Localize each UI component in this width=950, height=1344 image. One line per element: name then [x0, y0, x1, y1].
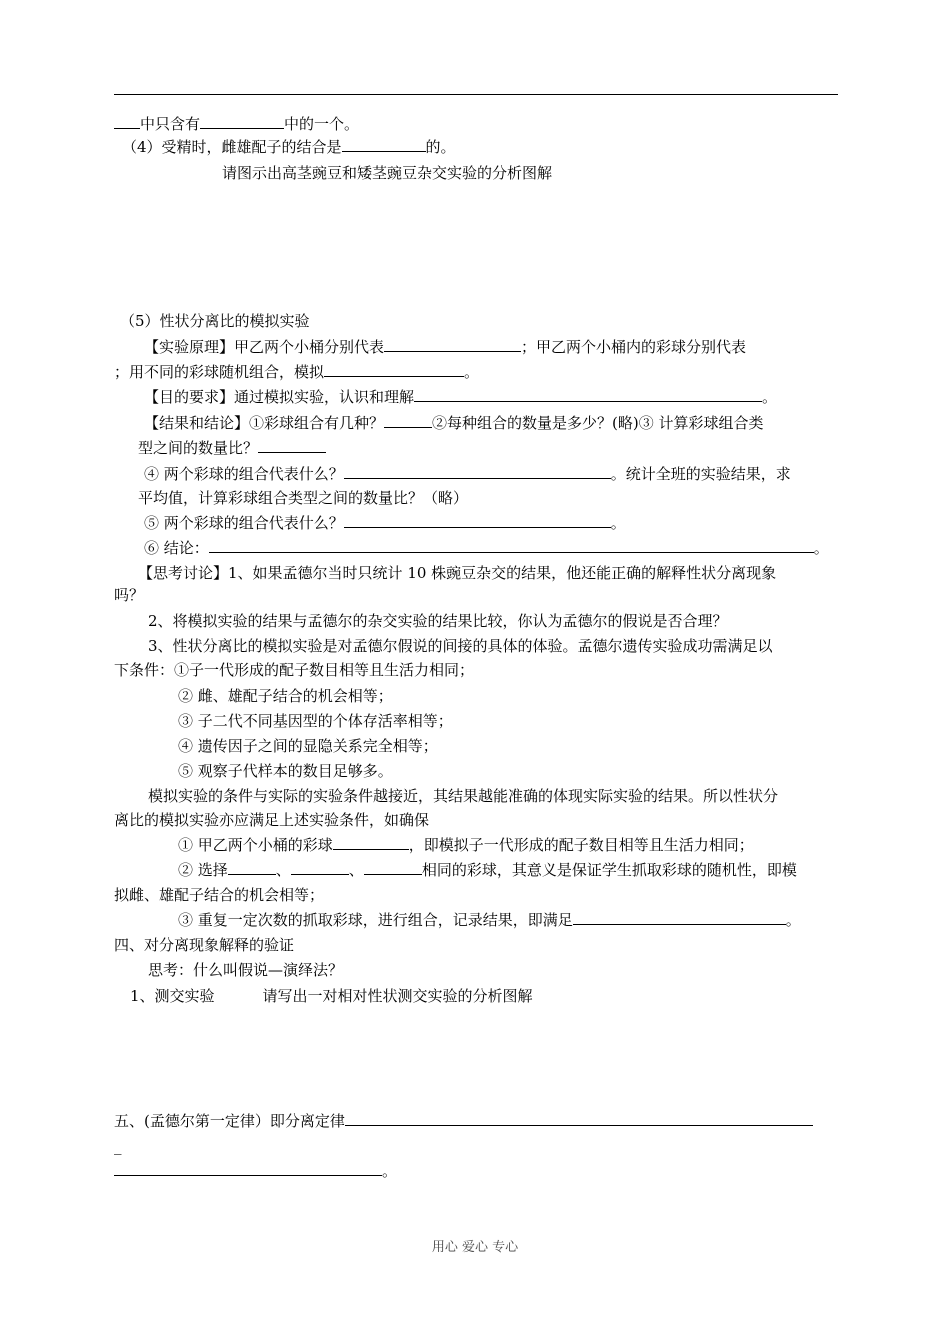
text-line: ③ 重复一定次数的抓取彩球，进行组合，记录结果，即满足 。: [178, 911, 801, 929]
section-heading: （5）性状分离比的模拟实验: [120, 312, 310, 330]
text-line: ② 选择 、 、 相同的彩球，其意义是保证学生抓取彩球的随机性，即模: [178, 861, 797, 879]
text-line: 请图示出高茎豌豆和矮茎豌豆杂交实验的分析图解: [222, 164, 553, 182]
text-line: 【实验原理】甲乙两个小桶分别代表 ；甲乙两个小桶内的彩球分别代表: [144, 338, 747, 356]
blank: [344, 512, 611, 528]
text-line: ⑤ 两个彩球的组合代表什么？ 。: [144, 514, 626, 532]
text-line: 【结果和结论】①彩球组合有几种？ ②每种组合的数量是多少？(略)③ 计算彩球组合类: [144, 414, 764, 432]
text-line: 【思考讨论】1、如果孟德尔当时只统计 10 株豌豆杂交的结果，他还能正确的解释性状分离现象: [138, 564, 777, 582]
text-line: 模拟实验的条件与实际的实验条件越接近，其结果越能准确的体现实际实验的结果。所以性状分: [148, 787, 779, 805]
section-heading: 五、(孟德尔第一定律）即分离定律: [114, 1110, 813, 1132]
text-line: ① 甲乙两个小桶的彩球 ，即模拟子一代形成的配子数目相等且生活力相同；: [178, 836, 754, 854]
header-rule: [114, 94, 838, 95]
blank: [342, 136, 426, 152]
blank: [344, 463, 611, 479]
text-line: 下条件：①子一代形成的配子数目相等且生活力相同；: [114, 661, 475, 679]
text-line: ⑤ 观察子代样本的数目足够多。: [178, 762, 393, 780]
blank: [200, 113, 284, 129]
text-line: 拟雌、雄配子结合的机会相等；: [114, 886, 325, 904]
blank: [414, 386, 762, 402]
text-line: 型之间的数量比？: [138, 437, 326, 459]
text-line: 1、测交实验 请写出一对相对性状测交实验的分析图解: [130, 987, 533, 1005]
blank: [228, 859, 276, 875]
text-line: ④ 两个彩球的组合代表什么？ 。统计全班的实验结果，求: [144, 465, 791, 483]
blank: [384, 412, 432, 428]
text-line: ④ 遗传因子之间的显隐关系完全相等；: [178, 737, 438, 755]
blank: [364, 859, 422, 875]
text-line: 吗？: [114, 586, 145, 604]
page-footer: 用心 爱心 专心: [431, 1240, 519, 1255]
blank: [573, 909, 786, 925]
blank: [384, 336, 521, 352]
text-line: 。: [114, 1160, 397, 1182]
text-line: _: [114, 1137, 122, 1155]
blank: [209, 537, 814, 553]
text-line: 离比的模拟实验亦应满足上述实验条件，如确保: [114, 811, 430, 829]
text-line: 中只含有 中的一个。: [114, 113, 359, 135]
blank: [291, 859, 349, 875]
text-line: 思考：什么叫假说—演绎法？: [148, 961, 344, 979]
blank: [258, 437, 326, 453]
section-heading: 四、对分离现象解释的验证: [114, 936, 295, 954]
blank: [333, 834, 409, 850]
blank: [114, 113, 140, 129]
text-line: ⑥ 结论： 。: [144, 539, 829, 557]
text-line: 2、将模拟实验的结果与孟德尔的杂交实验的结果比较，你认为孟德尔的假说是否合理？: [148, 612, 728, 630]
blank: [324, 361, 464, 377]
text-line: ；用不同的彩球随机组合，模拟 。: [114, 363, 480, 381]
text-line: ② 雌、雄配子结合的机会相等；: [178, 687, 393, 705]
text-line: 3、性状分离比的模拟实验是对孟德尔假说的间接的具体的体验。孟德尔遗传实验成功需满足以: [148, 637, 773, 655]
text-line: ③ 子二代不同基因型的个体存活率相等；: [178, 712, 453, 730]
text-line: （4）受精时，雌雄配子的结合是 的。: [122, 138, 456, 156]
text-line: 平均值，计算彩球组合类型之间的数量比？（略）: [138, 489, 469, 507]
text-line: 【目的要求】通过模拟实验，认识和理解 。: [144, 388, 778, 406]
blank: [345, 1110, 813, 1126]
blank: [114, 1160, 382, 1176]
